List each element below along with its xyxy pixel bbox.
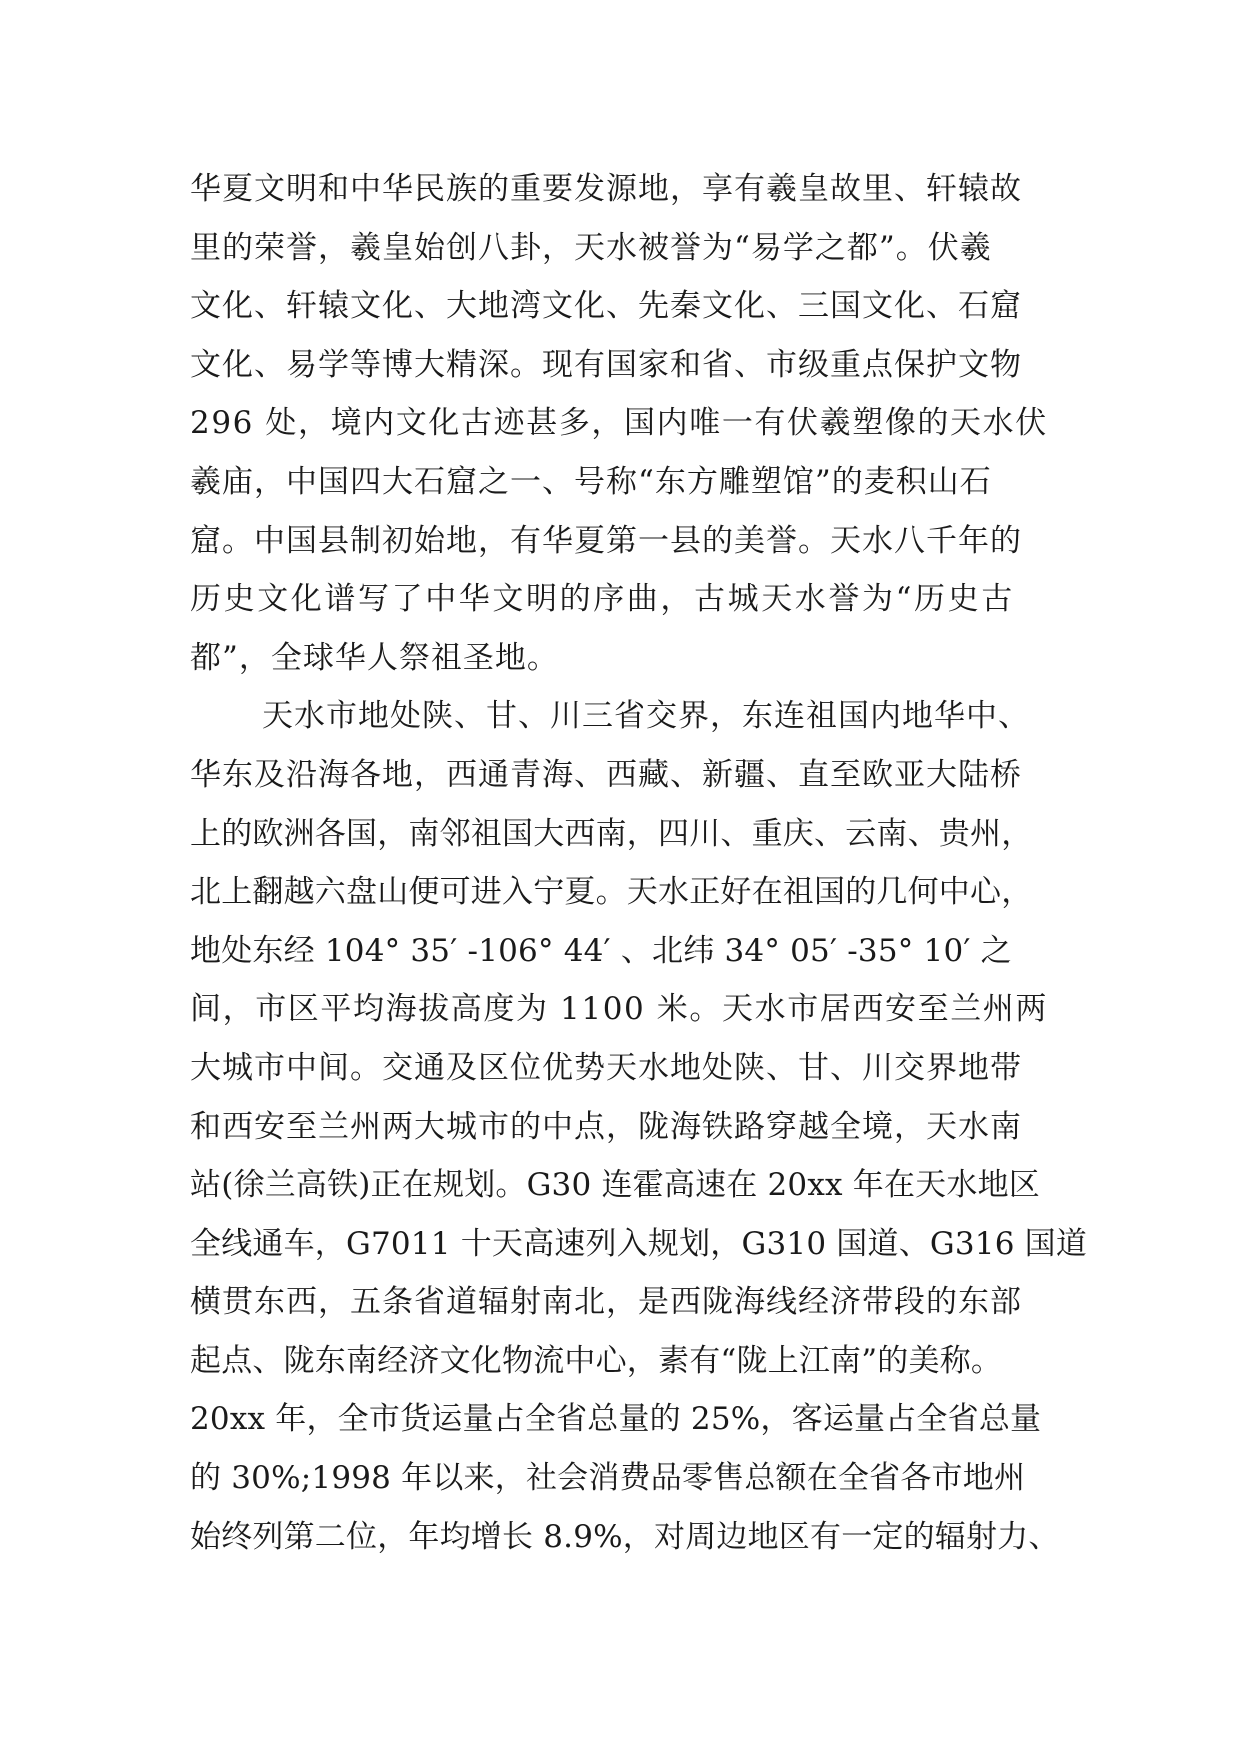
text-line: 296 处，境内文化古迹甚多，国内唯一有伏羲塑像的天水伏 — [190, 405, 1048, 442]
text-line: 都”，全球华人祭祖圣地。 — [190, 639, 559, 676]
text-line: 大城市中间。交通及区位优势天水地处陕、甘、川交界地带 — [190, 1049, 1022, 1086]
text-line: 北上翻越六盘山便可进入宁夏。天水正好在祖国的几何中心， — [190, 874, 1033, 911]
text-line: 的 30%;1998 年以来，社会消费品零售总额在全省各市地州 — [190, 1460, 1026, 1497]
text-line: 里的荣誉，羲皇始创八卦，天水被誉为“易学之都”。伏羲 — [190, 229, 992, 266]
text-line: 天水市地处陕、甘、川三省交界，东连祖国内地华中、 — [262, 698, 1030, 735]
text-line: 文化、轩辕文化、大地湾文化、先秦文化、三国文化、石窟 — [190, 288, 1022, 325]
text-line: 横贯东西，五条省道辐射南北，是西陇海线经济带段的东部 — [190, 1284, 1022, 1321]
text-line: 华夏文明和中华民族的重要发源地，享有羲皇故里、轩辕故 — [190, 171, 1022, 207]
text-line: 始终列第二位，年均增长 8.9%，对周边地区有一定的辐射力、 — [190, 1518, 1060, 1555]
text-line: 窟。中国县制初始地，有华夏第一县的美誉。天水八千年的 — [190, 522, 1022, 559]
text-line: 华东及沿海各地，西通青海、西藏、新疆、直至欧亚大陆桥 — [190, 756, 1022, 793]
text-line: 地处东经 104° 35′ -106° 44′ 、北纬 34° 05′ -35° 10′ 之 — [190, 932, 1012, 969]
text-line: 全线通车，G7011 十天高速列入规划，G310 国道、G316 国道 — [190, 1225, 1088, 1262]
text-line: 间，市区平均海拔高度为 1100 米。天水市居西安至兰州两 — [190, 991, 1048, 1028]
text-line: 和西安至兰州两大城市的中点，陇海铁路穿越全境，天水南 — [190, 1108, 1022, 1145]
text-line: 羲庙，中国四大石窟之一、号称“东方雕塑馆”的麦积山石 — [190, 463, 992, 500]
body-text — [190, 160, 1090, 1566]
text-line: 站(徐兰高铁)正在规划。G30 连霍高速在 20xx 年在天水地区 — [190, 1167, 1040, 1204]
text-line: 20xx 年，全市货运量占全省总量的 25%，客运量占全省总量 — [190, 1401, 1042, 1438]
text-line: 文化、易学等博大精深。现有国家和省、市级重点保护文物 — [190, 346, 1022, 383]
text-line: 历史文化谱写了中华文明的序曲，古城天水誉为“历史古 — [190, 581, 1015, 618]
text-line: 上的欧洲各国，南邻祖国大西南，四川、重庆、云南、贵州， — [190, 815, 1033, 852]
text-line: 起点、陇东南经济文化物流中心，素有“陇上江南”的美称。 — [190, 1342, 1003, 1379]
